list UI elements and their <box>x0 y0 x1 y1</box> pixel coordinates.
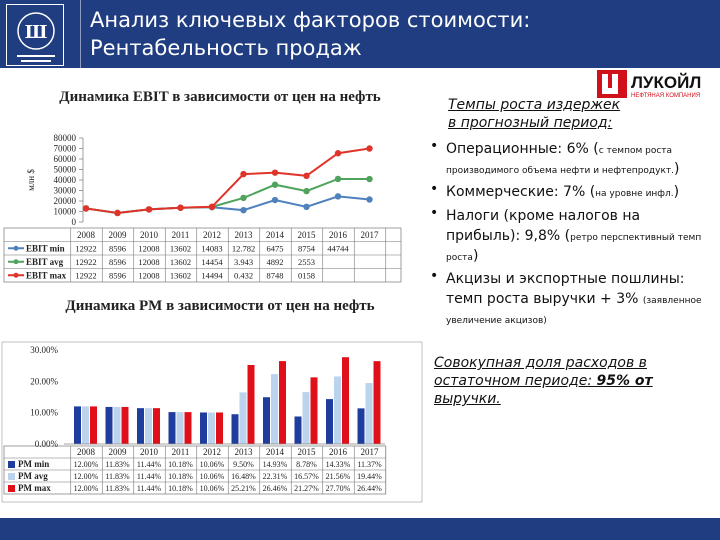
bar-pm-max <box>153 408 160 444</box>
x-tick-label: 2015 <box>297 447 316 457</box>
bar-pm-min <box>358 408 365 444</box>
data-label: 10.06% <box>199 484 225 493</box>
x-tick-label: 2011 <box>171 230 190 240</box>
bar-pm-min <box>263 397 270 444</box>
data-label: 12.00% <box>73 484 99 493</box>
y-tick-label: 80000 <box>53 133 76 143</box>
bullet-item: • Операционные: 6% (с темпом роста производимого объема нефти и нефтепродукт.) <box>430 138 680 177</box>
data-label: 14.93% <box>262 460 288 469</box>
x-tick-label: 2016 <box>329 230 347 240</box>
legend-label: PM avg <box>18 471 48 481</box>
bar-pm-avg <box>145 408 152 444</box>
data-label: 8596 <box>109 243 126 254</box>
data-point <box>240 207 246 213</box>
data-point <box>303 188 309 194</box>
legend-label: EBIT max <box>26 270 67 281</box>
bar-pm-avg <box>240 392 247 444</box>
header-bar <box>0 0 720 68</box>
y-tick-label: 30000 <box>53 185 76 196</box>
data-label: 11.83% <box>105 484 130 493</box>
data-label: 11.37% <box>357 460 382 469</box>
data-point <box>240 195 246 201</box>
data-point <box>335 176 341 182</box>
ebit-chart-title: Динамика EBIT в зависимости от цен на нефть <box>59 89 381 105</box>
legend-marker <box>14 273 19 278</box>
legend-label: EBIT avg <box>26 257 64 267</box>
cost-growth-list <box>428 138 718 331</box>
legend-marker <box>14 246 19 251</box>
bar-pm-avg <box>208 412 215 444</box>
data-label: 22.31% <box>262 472 288 481</box>
y-tick-label: 60000 <box>53 154 76 164</box>
data-point <box>272 197 278 203</box>
lukoil-subtitle: НЕФТЯНАЯ КОМПАНИЯ <box>631 93 701 99</box>
x-tick-label: 2008 <box>77 447 95 457</box>
svg-text:Ш: Ш <box>24 22 48 43</box>
legend-label: PM min <box>18 459 50 469</box>
bar-pm-max <box>248 365 255 444</box>
legend-label: EBIT min <box>26 243 65 254</box>
pm-bar-chart <box>0 340 440 515</box>
bar-pm-max <box>311 377 318 444</box>
x-tick-label: 2010 <box>140 230 158 240</box>
data-point <box>83 205 89 211</box>
data-label: 12008 <box>138 257 160 267</box>
data-label: 13602 <box>169 270 192 281</box>
bar-pm-max <box>185 412 192 444</box>
legend-swatch <box>8 485 15 492</box>
data-point <box>272 169 278 175</box>
data-point <box>366 176 372 182</box>
x-tick-label: 2014 <box>266 230 284 240</box>
data-label: 10.18% <box>168 460 193 469</box>
legend-label: PM max <box>18 483 51 493</box>
data-label: 13602 <box>169 243 192 254</box>
legend-marker <box>14 259 19 264</box>
x-tick-label: 2013 <box>234 230 253 240</box>
data-label: 14494 <box>201 270 223 281</box>
pm-chart-title: Динамика PM в зависимости от цен на нефть <box>65 298 375 314</box>
footer-bar <box>0 518 720 540</box>
data-label: 10.18% <box>168 472 193 481</box>
data-point <box>146 206 152 212</box>
data-point <box>209 204 215 210</box>
x-tick-label: 2012 <box>203 447 221 457</box>
data-label: 12008 <box>138 243 160 254</box>
page-title: Анализ ключевых факторов стоимости: Рентабельность продаж <box>90 8 531 60</box>
data-point <box>335 193 341 199</box>
legend-swatch <box>8 461 15 468</box>
bar-pm-min <box>106 407 113 444</box>
data-label: 12.782 <box>231 243 256 254</box>
data-label: 0158 <box>298 270 315 281</box>
data-label: 21.27% <box>294 484 319 493</box>
data-point <box>366 196 372 202</box>
data-label: 16.57% <box>294 472 319 481</box>
bar-pm-avg <box>82 406 89 444</box>
data-label: 4892 <box>266 257 284 267</box>
data-label: 26.46% <box>262 484 288 493</box>
data-label: 12922 <box>75 257 97 267</box>
data-label: 8596 <box>109 270 126 281</box>
x-tick-label: 2015 <box>297 230 316 240</box>
data-label: 16.48% <box>231 472 256 481</box>
bar-pm-min <box>169 412 176 444</box>
data-point <box>335 150 341 156</box>
data-point <box>177 205 183 211</box>
data-label: 10.18% <box>168 484 193 493</box>
data-label: 21.56% <box>325 472 351 481</box>
data-point <box>272 182 278 188</box>
data-label: 6475 <box>266 243 284 254</box>
conclusion-text: Совокупная доля расходов в остаточном периоде: 95% от выручки. <box>434 355 653 407</box>
y-tick-label: 0.00% <box>34 439 58 449</box>
bar-pm-max <box>374 361 381 444</box>
bar-pm-avg <box>271 374 278 444</box>
data-point <box>240 171 246 177</box>
y-tick-label: 20000 <box>53 196 76 206</box>
y-tick-label: 0 <box>71 217 76 227</box>
data-label: 12922 <box>75 270 97 281</box>
data-label: 44744 <box>327 243 349 254</box>
bar-pm-max <box>122 407 129 444</box>
data-label: 10.06% <box>199 472 225 481</box>
data-label: 25.21% <box>231 484 256 493</box>
bar-pm-max <box>279 361 286 444</box>
data-label: 26.44% <box>357 484 382 493</box>
x-tick-label: 2013 <box>234 447 253 457</box>
bar-pm-avg <box>114 407 121 444</box>
bullet-item: • Коммерческие: 7% (на уровне инфл.) <box>430 181 680 200</box>
legend-swatch <box>8 473 15 480</box>
x-tick-label: 2014 <box>266 447 284 457</box>
data-label: 12922 <box>75 243 97 254</box>
data-label: 19.44% <box>357 472 382 481</box>
series-line-ebit-min <box>86 196 370 213</box>
data-label: 12.00% <box>73 460 99 469</box>
x-tick-label: 2017 <box>360 230 379 240</box>
bar-pm-min <box>295 416 302 444</box>
bullet-item: • Налоги (кроме налогов на прибыль): 9,8% (ретро перспективный темп роста) <box>430 205 702 264</box>
data-label: 14454 <box>201 257 223 267</box>
data-label: 10.06% <box>199 460 225 469</box>
y-tick-label: 70000 <box>53 143 76 154</box>
data-label: 2553 <box>298 257 315 267</box>
y-axis-label: млн $ <box>26 169 36 191</box>
y-tick-label: 10000 <box>53 206 76 217</box>
bar-pm-max <box>90 406 97 444</box>
data-label: 14.33% <box>325 460 351 469</box>
y-tick-label: 30.00% <box>30 345 58 355</box>
data-label: 14083 <box>201 243 223 254</box>
bar-pm-avg <box>177 412 184 444</box>
data-label: 11.44% <box>136 472 162 481</box>
x-tick-label: 2012 <box>203 230 221 240</box>
data-label: 8.78% <box>296 460 317 469</box>
data-label: 9.50% <box>233 460 254 469</box>
data-point <box>114 210 120 216</box>
bar-pm-min <box>200 412 207 444</box>
bar-pm-min <box>137 408 144 444</box>
university-logo <box>6 4 64 66</box>
y-tick-label: 10.00% <box>30 407 58 418</box>
x-tick-label: 2009 <box>108 447 127 457</box>
y-tick-label: 40000 <box>53 175 76 185</box>
data-label: 11.83% <box>105 472 130 481</box>
bar-pm-max <box>342 357 349 444</box>
data-label: 11.83% <box>105 460 130 469</box>
header-divider <box>80 0 81 68</box>
x-tick-label: 2011 <box>171 447 190 457</box>
x-tick-label: 2009 <box>108 230 127 240</box>
data-label: 27.70% <box>325 484 351 493</box>
data-label: 8596 <box>109 257 126 267</box>
university-crest-icon <box>7 5 65 67</box>
bar-pm-avg <box>303 392 310 444</box>
data-label: 11.44% <box>136 484 162 493</box>
data-point <box>303 173 309 179</box>
y-tick-label: 20.00% <box>30 376 58 387</box>
data-label: 8754 <box>298 243 315 254</box>
y-tick-label: 50000 <box>53 164 76 175</box>
bar-pm-min <box>74 406 81 444</box>
data-point <box>366 145 372 151</box>
x-tick-label: 2010 <box>140 447 158 457</box>
lukoil-name: ЛУКОЙЛ <box>631 73 702 92</box>
data-label: 11.44% <box>136 460 162 469</box>
bar-pm-min <box>232 414 239 444</box>
bullet-item: • Акцизы и экспортные пошлины: темп роста выручки + 3% (заявленное увеличение акцизов) <box>430 268 702 326</box>
data-label: 12.00% <box>73 472 99 481</box>
data-label: 12008 <box>138 270 160 281</box>
bar-pm-min <box>326 399 333 444</box>
ebit-line-chart <box>0 130 440 315</box>
data-label: 13602 <box>169 257 192 267</box>
bar-pm-avg <box>334 376 341 444</box>
x-tick-label: 2008 <box>77 230 95 240</box>
bar-pm-avg <box>366 383 373 444</box>
data-label: 0.432 <box>233 270 254 281</box>
data-point <box>303 204 309 210</box>
data-label: 3.943 <box>233 257 254 267</box>
cost-growth-heading: Темпы роста издержек в прогнозный период: <box>448 97 621 131</box>
bar-pm-max <box>216 412 223 444</box>
x-tick-label: 2016 <box>329 447 347 457</box>
x-tick-label: 2017 <box>360 447 379 457</box>
data-label: 8748 <box>266 270 284 281</box>
